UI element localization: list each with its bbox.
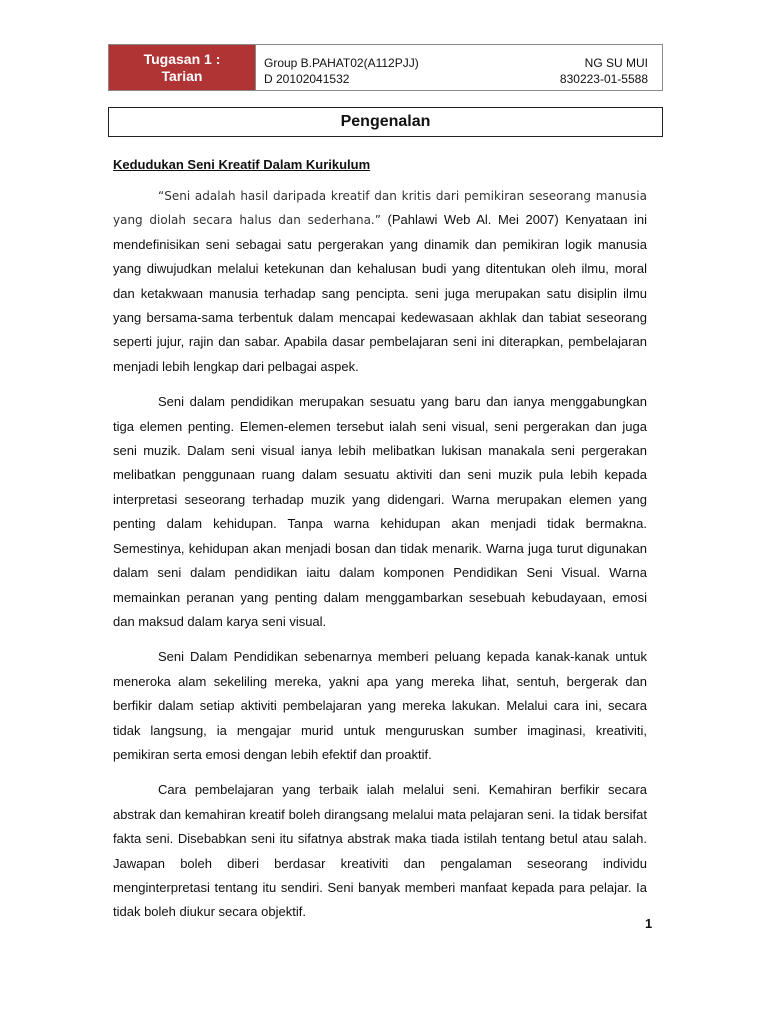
paragraph-1-rest: (Pahlawi Web Al. Mei 2007) Kenyataan ini mendefinisikan seni sebagai satu pergerakan yang dinamik dan pemikiran logik manusia yang diwujudkan melalui ketekunan dan kehalusan budi yang ditentukan oleh ilmu, moral dan ketakwaan manusia terhadap sang pencipta. seni juga merupakan satu disiplin ilmu yang bersama-sama terbentuk dalam mencapai kedewasaan akhlak dan tabiat seseorang seperti jujur, rajin dan sabar. Apabila dasar pembelajaran seni ini diterapkan, pembelajaran menjadi lebih lengkap dari pelbagai aspek. <box>113 212 647 374</box>
student-id: D 20102041532 <box>264 72 350 86</box>
badge-line2: Tarian <box>161 67 203 84</box>
page-title: Pengenalan <box>108 107 663 137</box>
quote-text: “Seni adalah hasil daripada kreatif dan kritis dari pemikiran seseorang manusia yang diolah secara halus dan sederhana.” <box>113 189 647 228</box>
paragraph-4: Cara pembelajaran yang terbaik ialah melalui seni. Kemahiran berfikir secara abstrak dan kemahiran kreatif boleh dirangsang melalui mata pelajaran seni. Ia tidak bersifat fakta seni. Disebabkan seni itu sifatnya abstrak maka tiada istilah tentang betul atau salah. Jawapan boleh diberi berdasar kreativiti dan pengalaman seseorang individu menginterpretasi tentang itu sendiri. Seni banyak memberi manfaat kepada para pelajar. Ia tidak boleh diukur secara objektif. <box>113 782 647 920</box>
assignment-badge <box>109 45 256 90</box>
student-name: NG SU MUI <box>584 56 648 70</box>
badge-line1: Tugasan 1 : <box>143 50 221 67</box>
student-ic: 830223-01-5588 <box>559 72 648 86</box>
section-heading: Kedudukan Seni Kreatif Dalam Kurikulum <box>113 157 371 172</box>
paragraph-1 <box>113 184 647 379</box>
group-info <box>256 45 502 90</box>
student-info <box>502 45 662 90</box>
group-code: Group B.PAHAT02(A112PJJ) <box>264 56 419 70</box>
header-table <box>108 44 663 91</box>
paragraph-2: Seni dalam pendidikan merupakan sesuatu yang baru dan ianya menggabungkan tiga elemen penting. Elemen-elemen tersebut ialah seni visual, seni pergerakan dan juga seni muzik. Dalam seni visual ianya lebih melibatkan lukisan manakala seni pergerakan melibatkan penggunaan ruang dalam sesuatu aktiviti dan seni muzik pula lebih kepada interpretasi seseorang terhadap muzik yang didengari. Warna merupakan elemen yang penting dalam kehidupan. Tanpa warna kehidupan akan menjadi tidak bermakna. Semestinya, kehidupan akan menjadi bosan dan tidak menarik. Warna juga turut digunakan dalam seni dalam pendidikan iaitu dalam komponen Pendidikan Seni Visual. Warna memainkan peranan yang penting dalam menggambarkan sesebuah kebudayaan, emosi dan maksud dalam karya seni visual. <box>113 394 647 629</box>
body-text <box>113 184 647 936</box>
paragraph-3: Seni Dalam Pendidikan sebenarnya memberi peluang kepada kanak-kanak untuk meneroka alam sekeliling mereka, yakni apa yang mereka lihat, sentuh, bergerak dan berfikir dalam setiap aktiviti pembelajaran yang mereka lakukan. Melalui cara ini, secara tidak langsung, ia mengajar murid untuk menguruskan sumber imaginasi, kreativiti, pemikiran serta emosi dengan lebih efektif dan proaktif. <box>113 649 647 762</box>
page-number: 1 <box>645 916 653 931</box>
